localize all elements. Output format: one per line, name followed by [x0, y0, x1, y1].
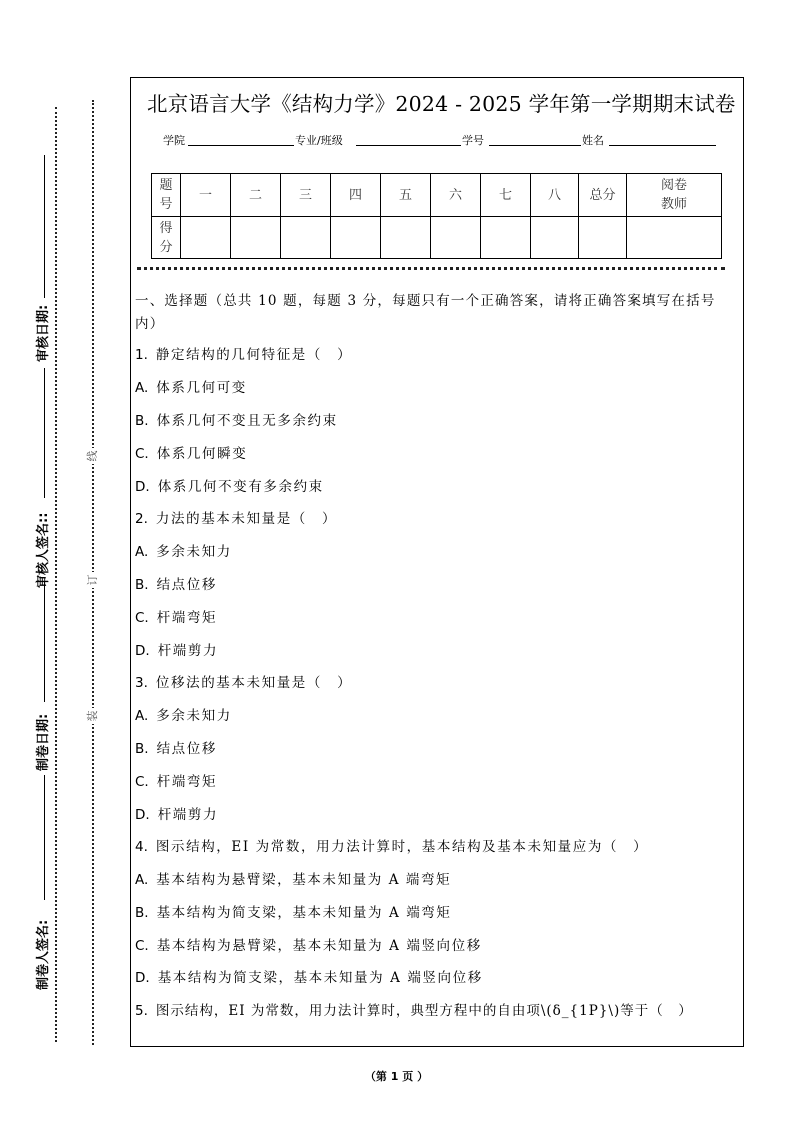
- grader-header-line: 教师: [660, 197, 687, 212]
- q4-option-d[interactable]: [135, 968, 483, 988]
- score-table: [151, 173, 722, 259]
- column-header: 五: [381, 174, 431, 217]
- option-text: 多余未知力: [156, 708, 232, 724]
- option-letter: C.: [135, 446, 149, 462]
- question-number: 1.: [135, 347, 148, 363]
- q1-option-d[interactable]: [135, 477, 324, 497]
- q3-option-b[interactable]: [135, 739, 217, 759]
- q1-option-c[interactable]: [135, 444, 247, 464]
- header-char: 分: [159, 239, 173, 255]
- option-text: 体系几何不变有多余约束: [157, 479, 324, 495]
- score-cell[interactable]: [431, 217, 481, 259]
- page-number: （第 1 页 ）: [364, 1070, 429, 1083]
- option-text: 杆端剪力: [157, 643, 219, 659]
- score-cell[interactable]: [481, 217, 531, 259]
- option-text: 杆端弯矩: [156, 610, 218, 626]
- column-header: 七: [481, 174, 531, 217]
- major-class-label: 专业/班级: [295, 134, 343, 147]
- question-stem: 图示结构，EI 为常数，用力法计算时，基本结构及基本未知量应为（ ）: [155, 839, 649, 855]
- option-text: 基本结构为简支梁，基本未知量为 A 端竖向位移: [157, 970, 483, 986]
- option-text: 杆端剪力: [157, 807, 219, 823]
- maker-signature-label: 制卷人签名:: [36, 919, 51, 990]
- column-header: 八: [531, 174, 579, 217]
- maker-date-line[interactable]: [44, 582, 45, 702]
- gutter-char-seal: 装: [85, 708, 101, 724]
- question-number-header: [152, 174, 181, 217]
- header-char: 号: [159, 197, 173, 212]
- name-label: 姓名: [582, 134, 604, 147]
- q4-option-a[interactable]: [135, 870, 451, 890]
- question-4: [135, 837, 648, 857]
- grader-header: [627, 174, 722, 217]
- option-text: 多余未知力: [156, 544, 232, 560]
- option-letter: C.: [135, 774, 149, 790]
- option-text: 结点位移: [156, 577, 217, 593]
- option-letter: A.: [135, 544, 149, 560]
- reviewer-signature-line[interactable]: [44, 368, 45, 498]
- option-letter: C.: [135, 938, 149, 954]
- q2-option-c[interactable]: [135, 608, 217, 628]
- binding-dotted-line-outer: [55, 107, 57, 1042]
- college-label: 学院: [163, 134, 185, 147]
- question-number: 2.: [135, 511, 148, 527]
- header-char: 题: [159, 178, 173, 193]
- column-header: 六: [431, 174, 481, 217]
- column-header: 四: [331, 174, 381, 217]
- student-id-label: 学号: [462, 134, 484, 147]
- student-id-field[interactable]: [489, 145, 581, 146]
- option-text: 杆端弯矩: [156, 774, 218, 790]
- score-cell-total[interactable]: [579, 217, 627, 259]
- major-class-field[interactable]: [356, 145, 461, 146]
- option-letter: D.: [135, 807, 150, 823]
- reviewer-date-line[interactable]: [44, 155, 45, 298]
- reviewer-date-label: 审核日期:: [36, 304, 51, 362]
- question-1: [135, 345, 352, 365]
- option-text: 结点位移: [156, 741, 217, 757]
- column-header-total: 总分: [579, 174, 627, 217]
- student-info-row: [163, 130, 723, 150]
- question-number-row: [152, 174, 722, 217]
- score-cell[interactable]: [231, 217, 281, 259]
- question-number: 5.: [135, 1003, 148, 1019]
- option-text: 体系几何可变: [156, 380, 247, 396]
- reviewer-signature-label: 审核人签名::: [36, 512, 51, 588]
- q2-option-b[interactable]: [135, 575, 217, 595]
- maker-date-label: 制卷日期:: [36, 713, 51, 771]
- college-field[interactable]: [188, 145, 294, 146]
- score-cell[interactable]: [281, 217, 331, 259]
- question-stem: 图示结构，EI 为常数，用力法计算时，典型方程中的自由项\(δ_{1P}\)等于（ ）: [155, 1003, 693, 1019]
- option-text: 基本结构为悬臂梁，基本未知量为 A 端竖向位移: [156, 938, 482, 954]
- option-letter: D.: [135, 970, 150, 986]
- header-char: 得: [159, 220, 173, 236]
- q2-option-a[interactable]: [135, 542, 232, 562]
- maker-signature-line[interactable]: [44, 775, 45, 900]
- q3-option-d[interactable]: [135, 805, 218, 825]
- grader-header-line: 阅卷: [660, 178, 687, 193]
- q4-option-c[interactable]: [135, 936, 482, 956]
- option-letter: A.: [135, 380, 149, 396]
- score-header: [152, 217, 181, 259]
- grader-cell[interactable]: [627, 217, 722, 259]
- question-stem: 静定结构的几何特征是（ ）: [155, 347, 353, 363]
- option-text: 体系几何瞬变: [156, 446, 248, 462]
- column-header: 一: [181, 174, 231, 217]
- option-letter: C.: [135, 610, 149, 626]
- question-2: [135, 509, 337, 529]
- question-stem: 位移法的基本未知量是（ ）: [155, 675, 353, 691]
- q4-option-b[interactable]: [135, 903, 452, 923]
- option-letter: B.: [135, 413, 149, 429]
- score-row: [152, 217, 722, 259]
- gutter-char-bind: 订: [85, 572, 101, 588]
- option-letter: D.: [135, 643, 150, 659]
- option-letter: D.: [135, 479, 150, 495]
- exam-title: 北京语言大学《结构力学》2024 - 2025 学年第一学期期末试卷: [147, 92, 736, 116]
- option-letter: B.: [135, 905, 149, 921]
- q1-option-a[interactable]: [135, 378, 247, 398]
- option-text: 体系几何不变且无多余约束: [156, 413, 338, 429]
- option-letter: B.: [135, 741, 149, 757]
- section-heading: 一、选择题（总共 10 题，每题 3 分，每题只有一个正确答案，请将正确答案填写在括号内）: [135, 293, 716, 332]
- q1-option-b[interactable]: [135, 411, 338, 431]
- question-number: 3.: [135, 675, 148, 691]
- q3-option-a[interactable]: [135, 706, 232, 726]
- option-text: 基本结构为简支梁，基本未知量为 A 端弯矩: [156, 905, 452, 921]
- score-cell[interactable]: [531, 217, 579, 259]
- gutter-char-line: 线: [85, 448, 101, 464]
- name-field[interactable]: [609, 145, 716, 146]
- header-separator: [137, 267, 725, 270]
- q2-option-d[interactable]: [135, 641, 218, 661]
- question-5: [135, 1001, 693, 1021]
- column-header: 三: [281, 174, 331, 217]
- question-number: 4.: [135, 839, 148, 855]
- question-stem: 力法的基本未知量是（ ）: [155, 511, 338, 527]
- option-text: 基本结构为悬臂梁，基本未知量为 A 端弯矩: [156, 872, 452, 888]
- option-letter: A.: [135, 708, 149, 724]
- column-header: 二: [231, 174, 281, 217]
- q3-option-c[interactable]: [135, 772, 217, 792]
- question-3: [135, 673, 352, 693]
- score-cell[interactable]: [331, 217, 381, 259]
- option-letter: B.: [135, 577, 149, 593]
- option-letter: A.: [135, 872, 149, 888]
- score-cell[interactable]: [381, 217, 431, 259]
- score-cell[interactable]: [181, 217, 231, 259]
